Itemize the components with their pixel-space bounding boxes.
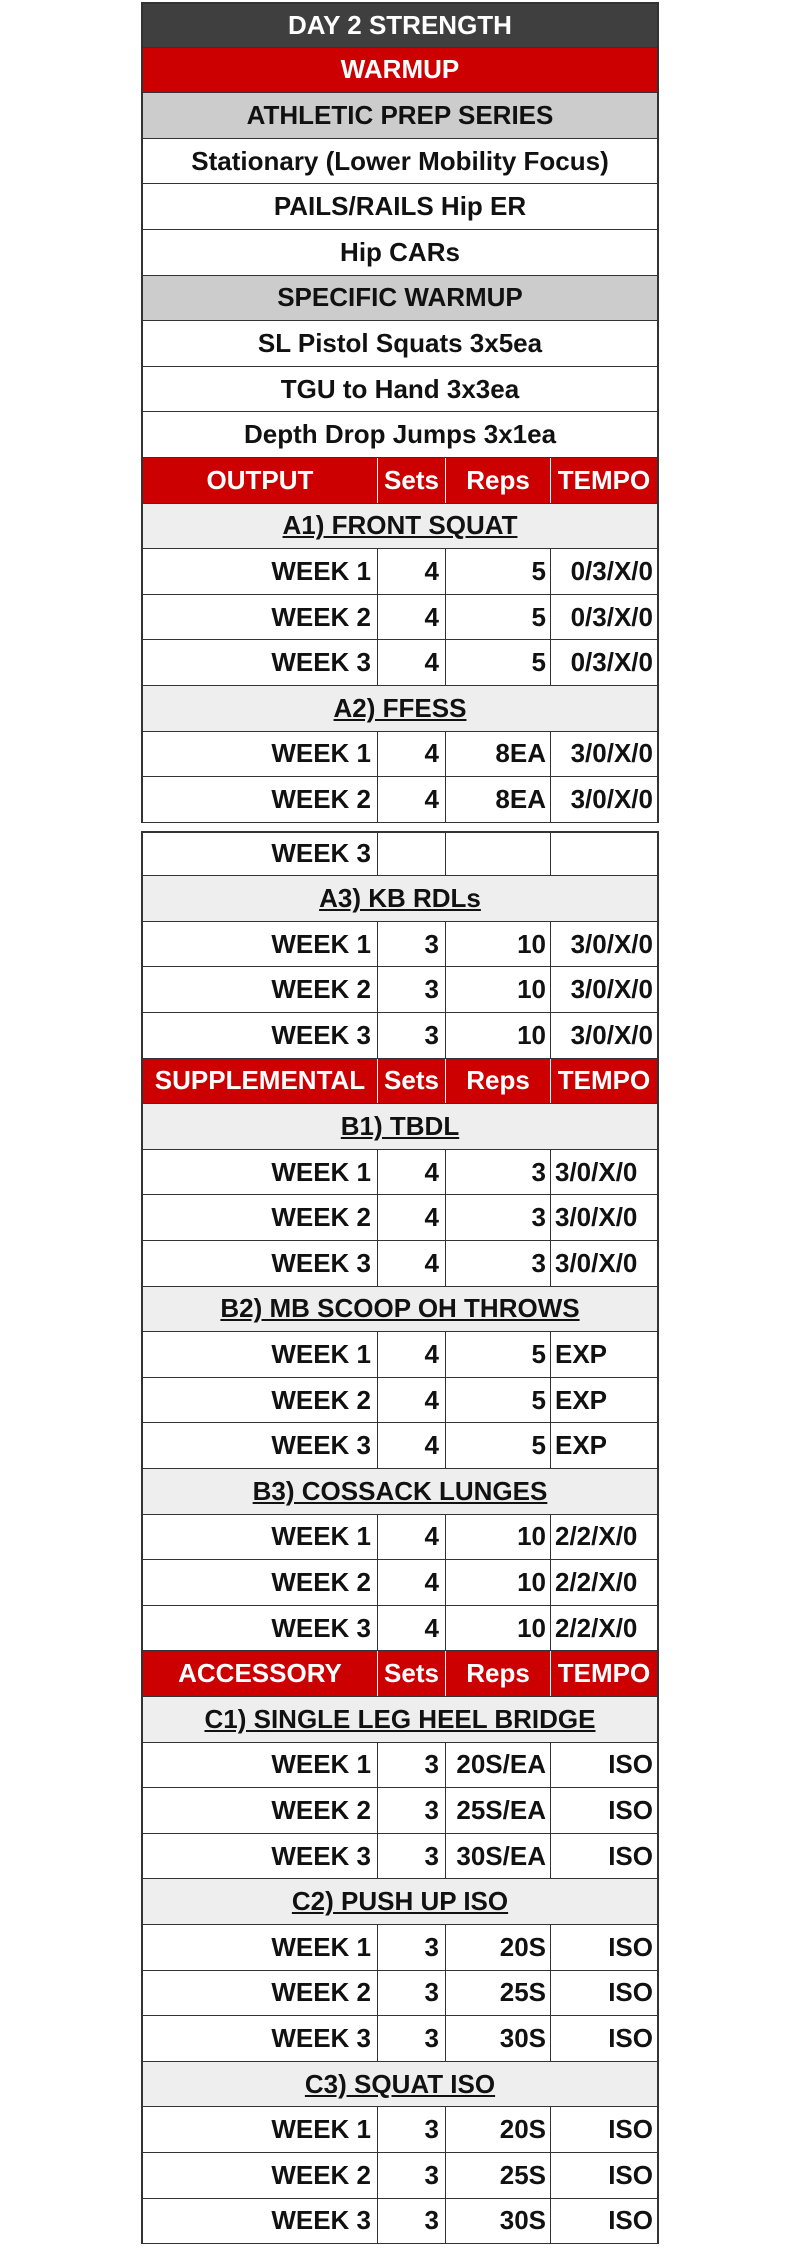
- tempo-value: 3/0/X/0: [570, 928, 653, 959]
- week-row: [141, 1834, 659, 1880]
- exercise-name: B3) COSSACK LUNGES: [252, 1475, 548, 1506]
- section-name: ACCESSORY: [143, 1651, 378, 1696]
- tempo-value: EXP: [555, 1430, 608, 1461]
- week-label: WEEK 1: [143, 2107, 378, 2152]
- week-label: WEEK 1: [143, 1332, 378, 1377]
- title-row: [141, 2, 659, 48]
- exercise-name: C2) PUSH UP ISO: [291, 1886, 509, 1917]
- tempo-value: ISO: [608, 2022, 653, 2053]
- athletic-prep-row: [141, 93, 659, 139]
- sets-header: Sets: [378, 458, 446, 503]
- week-row: [141, 1150, 659, 1196]
- week-row: [141, 2153, 659, 2199]
- sets-value: 4: [378, 1241, 446, 1286]
- tempo-value: EXP: [555, 1384, 608, 1415]
- exercise-row: [141, 1879, 659, 1925]
- tempo-value: ISO: [608, 2114, 653, 2145]
- workout-sheet: [141, 2, 659, 2244]
- reps-value: 10: [446, 967, 551, 1012]
- week-row: [141, 1378, 659, 1424]
- week-row: [141, 1925, 659, 1971]
- reps-value: 25S: [446, 2153, 551, 2198]
- exercise-row: [141, 1697, 659, 1743]
- week-row: [141, 1560, 659, 1606]
- exercise-row: [141, 686, 659, 732]
- week-row: [141, 1195, 659, 1241]
- tempo-value: EXP: [555, 1339, 608, 1370]
- week-row: [141, 2199, 659, 2245]
- week-label: WEEK 3: [143, 2016, 378, 2061]
- sets-value: 4: [378, 1378, 446, 1423]
- week-row: [141, 549, 659, 595]
- sets-value: 3: [378, 1834, 446, 1879]
- week-row: [141, 1606, 659, 1652]
- reps-value: 25S: [446, 1971, 551, 2016]
- week-label: WEEK 2: [143, 595, 378, 640]
- reps-value: 30S: [446, 2199, 551, 2244]
- sets-value: 3: [378, 2016, 446, 2061]
- tempo-value: 2/2/X/0: [555, 1566, 638, 1597]
- sets-value: 3: [378, 1925, 446, 1970]
- week-label: WEEK 1: [143, 1925, 378, 1970]
- week-label: WEEK 1: [143, 732, 378, 777]
- reps-value: 30S: [446, 2016, 551, 2061]
- tempo-value: 3/0/X/0: [555, 1156, 638, 1187]
- week-row: [141, 640, 659, 686]
- warmup-item: SL Pistol Squats 3x5ea: [257, 327, 543, 358]
- week-label: WEEK 2: [143, 1788, 378, 1833]
- warmup-heading: WARMUP: [340, 54, 460, 85]
- exercise-name: C3) SQUAT ISO: [304, 2068, 496, 2099]
- sets-value: 4: [378, 1332, 446, 1377]
- reps-value: 3: [446, 1241, 551, 1286]
- exercise-row: [141, 876, 659, 922]
- warmup-item-row: [141, 184, 659, 230]
- tempo-value: 2/2/X/0: [555, 1521, 638, 1552]
- tempo-value: 3/0/X/0: [570, 1019, 653, 1050]
- warmup-item: Depth Drop Jumps 3x1ea: [243, 419, 557, 450]
- exercise-row: [141, 1104, 659, 1150]
- reps-value: 8EA: [446, 732, 551, 777]
- sets-value: 3: [378, 1013, 446, 1058]
- reps-value: 8EA: [446, 777, 551, 822]
- warmup-item: Hip CARs: [340, 236, 460, 267]
- section-header-accessory: [141, 1651, 659, 1697]
- warmup-item-row: [141, 412, 659, 458]
- exercise-name: A1) FRONT SQUAT: [282, 510, 518, 541]
- sets-value: 4: [378, 1560, 446, 1605]
- week-row: [141, 1788, 659, 1834]
- exercise-name: A2) FFESS: [333, 692, 467, 723]
- tempo-value: 3/0/X/0: [555, 1202, 638, 1233]
- sets-value: 4: [378, 595, 446, 640]
- week-label: WEEK 2: [143, 967, 378, 1012]
- reps-value: 10: [446, 1606, 551, 1651]
- warmup-item-row: [141, 367, 659, 413]
- warmup-item: Stationary (Lower Mobility Focus): [191, 145, 609, 176]
- week-label: WEEK 2: [143, 1378, 378, 1423]
- week-row: [141, 967, 659, 1013]
- reps-value: 20S: [446, 2107, 551, 2152]
- sets-value: 3: [378, 1971, 446, 2016]
- tempo-header: TEMPO: [557, 1658, 651, 1689]
- week-row: [141, 2107, 659, 2153]
- week-row: [141, 1971, 659, 2017]
- reps-value: 20S: [446, 1925, 551, 1970]
- sets-value: 4: [378, 1515, 446, 1560]
- week-label: WEEK 3: [143, 1423, 378, 1468]
- sets-value: 4: [378, 549, 446, 594]
- warmup-item-row: [141, 230, 659, 276]
- section-name: SUPPLEMENTAL: [143, 1059, 378, 1104]
- sets-value: 4: [378, 1606, 446, 1651]
- sets-value: 4: [378, 640, 446, 685]
- week-row: [141, 1013, 659, 1059]
- week-label: WEEK 1: [143, 922, 378, 967]
- reps-header: Reps: [446, 458, 551, 503]
- tempo-value: 3/0/X/0: [555, 1247, 638, 1278]
- warmup-item-row: [141, 321, 659, 367]
- sets-header: Sets: [378, 1651, 446, 1696]
- week-row: [141, 732, 659, 778]
- week-row: [141, 777, 659, 823]
- tempo-value: 0/3/X/0: [570, 601, 653, 632]
- sets-value: 3: [378, 1743, 446, 1788]
- sets-value: 3: [378, 967, 446, 1012]
- reps-value: 30S/EA: [446, 1834, 551, 1879]
- exercise-name: B2) MB SCOOP OH THROWS: [220, 1293, 580, 1324]
- athletic-prep-heading: ATHLETIC PREP SERIES: [246, 99, 554, 130]
- week-label: WEEK 2: [143, 1971, 378, 2016]
- tempo-value: ISO: [608, 1931, 653, 1962]
- tempo-value: ISO: [608, 1840, 653, 1871]
- week-row: [141, 1332, 659, 1378]
- specific-warmup-row: [141, 276, 659, 322]
- page-break-gap: [141, 823, 659, 831]
- week-label: WEEK 2: [143, 777, 378, 822]
- tempo-value: 0/3/X/0: [570, 647, 653, 678]
- sets-value: 4: [378, 1423, 446, 1468]
- week-row: [141, 1241, 659, 1287]
- section-header-supplemental: [141, 1059, 659, 1105]
- tempo-value: 3/0/X/0: [570, 738, 653, 769]
- warmup-item-row: [141, 139, 659, 185]
- sets-value: 3: [378, 2107, 446, 2152]
- reps-value: [446, 833, 551, 876]
- sets-value: 3: [378, 2199, 446, 2244]
- reps-value: 5: [446, 595, 551, 640]
- sets-value: 4: [378, 1195, 446, 1240]
- exercise-name: B1) TBDL: [340, 1111, 460, 1142]
- sets-value: [378, 833, 446, 876]
- tempo-value: ISO: [608, 1794, 653, 1825]
- warmup-item: PAILS/RAILS Hip ER: [273, 191, 527, 222]
- week-label: WEEK 3: [143, 1606, 378, 1651]
- tempo-value: 0/3/X/0: [570, 555, 653, 586]
- week-row: [141, 1743, 659, 1789]
- week-label: WEEK 3: [143, 833, 378, 876]
- week-row: [141, 595, 659, 641]
- sets-value: 4: [378, 732, 446, 777]
- tempo-value: ISO: [608, 1977, 653, 2008]
- week-row: [141, 1515, 659, 1561]
- reps-value: 3: [446, 1195, 551, 1240]
- exercise-row: [141, 1287, 659, 1333]
- exercise-name: C1) SINGLE LEG HEEL BRIDGE: [204, 1703, 596, 1734]
- reps-value: 5: [446, 1423, 551, 1468]
- reps-value: 5: [446, 549, 551, 594]
- reps-value: 3: [446, 1150, 551, 1195]
- tempo-header: TEMPO: [557, 464, 651, 495]
- reps-value: 10: [446, 1560, 551, 1605]
- week-label: WEEK 3: [143, 1013, 378, 1058]
- week-label: WEEK 1: [143, 1515, 378, 1560]
- reps-value: 25S/EA: [446, 1788, 551, 1833]
- week-row: [141, 831, 659, 877]
- exercise-row: [141, 1469, 659, 1515]
- week-label: WEEK 3: [143, 1834, 378, 1879]
- week-label: WEEK 3: [143, 640, 378, 685]
- reps-header: Reps: [446, 1651, 551, 1696]
- reps-header: Reps: [446, 1059, 551, 1104]
- reps-value: 5: [446, 1332, 551, 1377]
- week-row: [141, 2016, 659, 2062]
- sets-value: 3: [378, 2153, 446, 2198]
- week-label: WEEK 3: [143, 2199, 378, 2244]
- tempo-value: 2/2/X/0: [555, 1612, 638, 1643]
- tempo-value: ISO: [608, 2205, 653, 2236]
- week-row: [141, 922, 659, 968]
- page-title: DAY 2 STRENGTH: [288, 9, 512, 40]
- specific-warmup-heading: SPECIFIC WARMUP: [277, 282, 523, 313]
- section-name: OUTPUT: [143, 458, 378, 503]
- tempo-header: TEMPO: [557, 1065, 651, 1096]
- sets-value: 3: [378, 1788, 446, 1833]
- exercise-row: [141, 2062, 659, 2108]
- reps-value: 5: [446, 640, 551, 685]
- warmup-header-row: [141, 48, 659, 94]
- tempo-value: [551, 833, 657, 876]
- week-label: WEEK 1: [143, 549, 378, 594]
- exercise-row: [141, 504, 659, 550]
- tempo-value: 3/0/X/0: [570, 783, 653, 814]
- reps-value: 10: [446, 922, 551, 967]
- week-label: WEEK 1: [143, 1150, 378, 1195]
- sets-value: 4: [378, 777, 446, 822]
- sets-value: 4: [378, 1150, 446, 1195]
- tempo-value: ISO: [608, 2159, 653, 2190]
- tempo-value: 3/0/X/0: [570, 974, 653, 1005]
- warmup-item: TGU to Hand 3x3ea: [280, 373, 520, 404]
- week-row: [141, 1423, 659, 1469]
- sets-value: 3: [378, 922, 446, 967]
- week-label: WEEK 2: [143, 2153, 378, 2198]
- week-label: WEEK 1: [143, 1743, 378, 1788]
- week-label: WEEK 3: [143, 1241, 378, 1286]
- tempo-value: ISO: [608, 1749, 653, 1780]
- week-label: WEEK 2: [143, 1195, 378, 1240]
- exercise-name: A3) KB RDLs: [319, 883, 481, 914]
- reps-value: 20S/EA: [446, 1743, 551, 1788]
- reps-value: 5: [446, 1378, 551, 1423]
- sets-header: Sets: [378, 1059, 446, 1104]
- week-label: WEEK 2: [143, 1560, 378, 1605]
- reps-value: 10: [446, 1515, 551, 1560]
- reps-value: 10: [446, 1013, 551, 1058]
- section-header-output: [141, 458, 659, 504]
